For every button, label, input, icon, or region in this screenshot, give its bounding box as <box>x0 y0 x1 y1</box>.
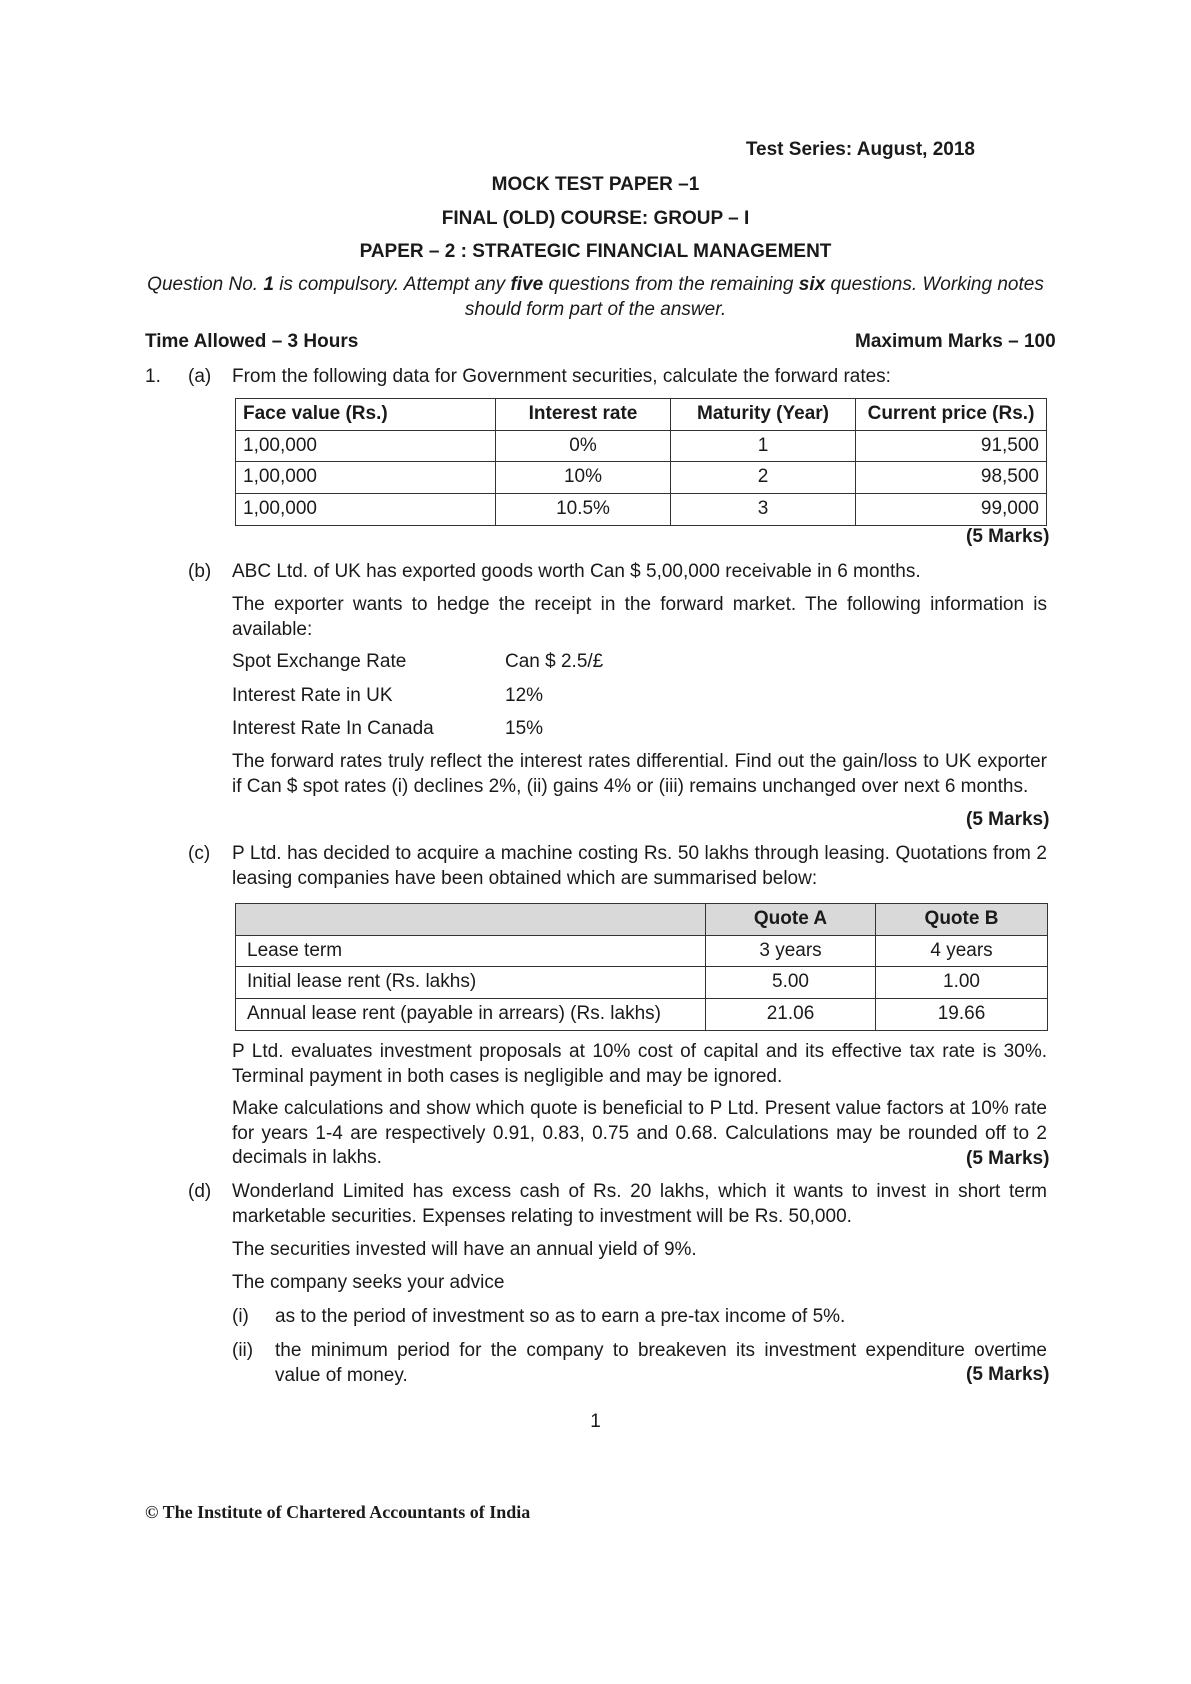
col-quote-a: Quote A <box>706 904 876 936</box>
cell: 1,00,000 <box>236 494 496 526</box>
part-b-text: ABC Ltd. of UK has exported goods worth Can $ 5,00,000 receivable in 6 months. <box>232 561 921 582</box>
col-maturity: Maturity (Year) <box>671 399 856 431</box>
subpart-ii-label: (ii) <box>232 1340 254 1361</box>
cell: 1,00,000 <box>236 462 496 494</box>
cell: 1,00,000 <box>236 430 496 462</box>
cell: 10% <box>496 462 671 494</box>
cell: 3 <box>671 494 856 526</box>
table-row <box>236 462 1047 494</box>
info-label-uk: Interest Rate in UK <box>232 685 393 706</box>
cell: 98,500 <box>856 462 1047 494</box>
subpart-ii-text: the minimum period for the company to breakeven its investment expenditure overtime value of money. <box>275 1340 1047 1386</box>
forward-rates-table <box>235 398 1047 526</box>
part-d-label: (d) <box>188 1181 212 1202</box>
part-c-text: P Ltd. has decided to acquire a machine costing Rs. 50 lakhs through leasing. Quotations from 2 leasing companies have been obtained which are summarised below: <box>232 843 1047 889</box>
cell: 0% <box>496 430 671 462</box>
part-d-text: Wonderland Limited has excess cash of Rs. 20 lakhs, which it wants to invest in short term marketable securities. Expenses relating to investment will be Rs. 50,000. <box>232 1181 1047 1227</box>
part-c-marks: (5 Marks) <box>966 1148 1050 1169</box>
table-header-row <box>236 399 1047 431</box>
cell: Lease term <box>236 935 706 967</box>
part-d-para2: The company seeks your advice <box>232 1272 505 1293</box>
table-row <box>236 967 1048 999</box>
page-number: 1 <box>590 1411 601 1432</box>
part-b-para2: The forward rates truly reflect the interest rates differential. Find out the gain/loss to UK exporter if Can $ spot rates (i) declines 2%, (ii) gains 4% or (iii) remains unchanged over next 6 months. <box>232 751 1047 797</box>
table-row <box>236 430 1047 462</box>
part-c-label: (c) <box>188 843 211 864</box>
col-current-price: Current price (Rs.) <box>856 399 1047 431</box>
cell: 19.66 <box>876 999 1048 1031</box>
part-a-label: (a) <box>188 366 212 387</box>
instructions: Question No. 1 is compulsory. Attempt any five questions from the remaining six questions. Working notes should form part of the answer. <box>147 274 1044 320</box>
maximum-marks: Maximum Marks – 100 <box>855 331 1056 352</box>
cell: 1 <box>671 430 856 462</box>
part-a-text: From the following data for Government securities, calculate the forward rates: <box>232 366 891 387</box>
cell: Annual lease rent (payable in arrears) (Rs. lakhs) <box>236 999 706 1031</box>
info-value-uk: 12% <box>505 685 544 706</box>
col-face-value: Face value (Rs.) <box>236 399 496 431</box>
paper-title: MOCK TEST PAPER –1 <box>491 174 700 195</box>
part-a-marks: (5 Marks) <box>966 526 1050 547</box>
cell: 91,500 <box>856 430 1047 462</box>
cell: 21.06 <box>706 999 876 1031</box>
col-quote-b: Quote B <box>876 904 1048 936</box>
table-row <box>236 999 1048 1031</box>
subpart-i-text: as to the period of investment so as to earn a pre-tax income of 5%. <box>275 1306 846 1327</box>
cell: 5.00 <box>706 967 876 999</box>
question-number: 1. <box>145 366 161 387</box>
subpart-i-label: (i) <box>232 1306 249 1327</box>
paper-subject: PAPER – 2 : STRATEGIC FINANCIAL MANAGEMENT <box>359 241 832 262</box>
cell: 3 years <box>706 935 876 967</box>
info-value-canada: 15% <box>505 718 544 739</box>
copyright: © The Institute of Chartered Accountants of India <box>145 1502 531 1522</box>
part-b-label: (b) <box>188 561 212 582</box>
table-row <box>236 494 1047 526</box>
cell: 4 years <box>876 935 1048 967</box>
info-label-spot: Spot Exchange Rate <box>232 651 407 672</box>
part-d-marks: (5 Marks) <box>966 1364 1050 1385</box>
lease-quotes-table <box>235 903 1048 1031</box>
table-header-row <box>236 904 1048 936</box>
course-title: FINAL (OLD) COURSE: GROUP – I <box>441 208 750 229</box>
test-series-label: Test Series: August, 2018 <box>745 139 975 160</box>
time-allowed: Time Allowed – 3 Hours <box>145 331 359 352</box>
cell: 1.00 <box>876 967 1048 999</box>
part-c-para1: P Ltd. evaluates investment proposals at 10% cost of capital and its effective tax rate is 30%. Terminal payment in both cases is negligible and may be ignored. <box>232 1041 1047 1087</box>
cell: 10.5% <box>496 494 671 526</box>
table-row <box>236 935 1048 967</box>
info-label-canada: Interest Rate In Canada <box>232 718 434 739</box>
cell: 2 <box>671 462 856 494</box>
part-d-para1: The securities invested will have an annual yield of 9%. <box>232 1239 697 1260</box>
part-c-para2: Make calculations and show which quote is beneficial to P Ltd. Present value factors at 10% rate for years 1-4 are respectively 0.91, 0.83, 0.75 and 0.68. Calculations may be rounded off to 2 decimals in lakhs. <box>232 1098 1047 1169</box>
col-blank <box>236 904 706 936</box>
cell: Initial lease rent (Rs. lakhs) <box>236 967 706 999</box>
cell: 99,000 <box>856 494 1047 526</box>
col-interest-rate: Interest rate <box>496 399 671 431</box>
info-value-spot: Can $ 2.5/£ <box>505 651 604 672</box>
part-b-marks: (5 Marks) <box>966 809 1050 830</box>
part-b-para1: The exporter wants to hedge the receipt in the forward market. The following information is available: <box>232 594 1047 640</box>
